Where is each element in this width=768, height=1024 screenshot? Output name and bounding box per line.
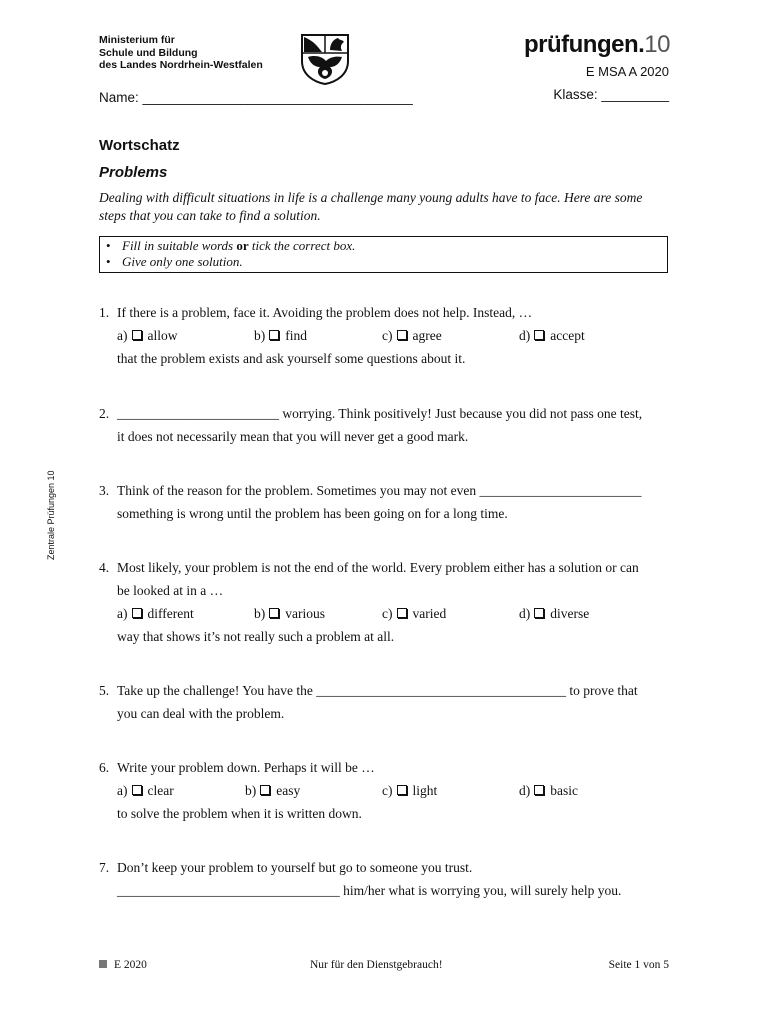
checkbox-icon[interactable] (132, 330, 142, 340)
option-letter: a) (117, 606, 128, 621)
question-5 (99, 679, 674, 725)
instruction-text: tick the correct box. (248, 238, 356, 253)
option-text: light (412, 783, 438, 798)
instruction-item (106, 254, 661, 270)
option-c[interactable] (382, 602, 446, 625)
ministry-name (99, 34, 263, 72)
section-subtitle: Problems (99, 164, 168, 181)
option-text: basic (550, 783, 578, 798)
footer-center: Nur für den Dienstgebrauch! (310, 959, 443, 971)
option-letter: a) (117, 783, 128, 798)
question-text: If there is a problem, face it. Avoiding the problem does not help. Instead, … (117, 305, 533, 320)
instruction-item (106, 238, 661, 254)
checkbox-icon[interactable] (534, 608, 544, 618)
question-text[interactable]: Think of the reason for the problem. Sometimes you may not even ________________________ (117, 483, 642, 498)
checkbox-icon[interactable] (397, 330, 407, 340)
question-4 (99, 556, 674, 648)
question-number: 2. (99, 406, 110, 421)
question-text: be looked at in a … (117, 583, 224, 598)
option-letter: d) (519, 606, 531, 621)
option-b[interactable] (254, 324, 307, 347)
question-text[interactable]: Take up the challenge! You have the _____________________________________ to prove that (117, 683, 638, 698)
square-icon (99, 960, 107, 968)
nrw-coat-of-arms-icon (300, 33, 350, 85)
option-d[interactable] (519, 779, 578, 802)
klasse-field[interactable]: Klasse: _________ (553, 87, 669, 102)
section-title: Wortschatz (99, 137, 180, 154)
question-6 (99, 756, 674, 825)
option-letter: d) (519, 328, 531, 343)
question-7 (99, 856, 674, 902)
checkbox-icon[interactable] (397, 608, 407, 618)
question-3 (99, 479, 674, 525)
checkbox-icon[interactable] (132, 785, 142, 795)
checkbox-icon[interactable] (260, 785, 270, 795)
instruction-emphasis: or (236, 238, 249, 253)
question-1 (99, 301, 674, 370)
checkbox-icon[interactable] (132, 608, 142, 618)
options-row (117, 324, 674, 347)
option-text: diverse (550, 606, 590, 621)
option-text: find (285, 328, 307, 343)
side-label: Zentrale Prüfungen 10 (46, 470, 56, 560)
bullet-icon: • (106, 254, 111, 269)
question-text: way that shows it’s not really such a problem at all. (117, 629, 395, 644)
question-number: 3. (99, 483, 110, 498)
question-number: 6. (99, 760, 110, 775)
option-letter: b) (254, 606, 266, 621)
exam-code: E MSA A 2020 (585, 64, 669, 79)
question-number: 5. (99, 683, 110, 698)
ministry-line: Ministerium für (99, 34, 175, 46)
option-c[interactable] (382, 779, 437, 802)
option-text: agree (412, 328, 442, 343)
name-field[interactable]: Name: ____________________________________ (99, 90, 413, 105)
question-text: you can deal with the problem. (117, 706, 285, 721)
checkbox-icon[interactable] (534, 785, 544, 795)
instructions-box (99, 236, 668, 273)
option-text: easy (276, 783, 301, 798)
option-text: various (285, 606, 325, 621)
option-letter: b) (245, 783, 257, 798)
option-b[interactable] (245, 779, 300, 802)
question-number: 1. (99, 305, 110, 320)
option-d[interactable] (519, 324, 585, 347)
question-text[interactable]: _________________________________ him/her what is worrying you, will surely help you. (117, 883, 622, 898)
footer-code: E 2020 (114, 959, 147, 971)
question-text[interactable]: ________________________ worrying. Think positively! Just because you did not pass one test, (117, 406, 643, 421)
option-letter: d) (519, 783, 531, 798)
checkbox-icon[interactable] (397, 785, 407, 795)
option-a[interactable] (117, 779, 174, 802)
brand-number: 10 (644, 31, 670, 58)
question-text: something is wrong until the problem has been going on for a long time. (117, 506, 508, 521)
ministry-line: Schule und Bildung (99, 46, 198, 59)
question-text: to solve the problem when it is written down. (117, 806, 362, 821)
question-text: Don’t keep your problem to yourself but go to someone you trust. (117, 860, 473, 875)
option-letter: c) (382, 328, 393, 343)
option-c[interactable] (382, 324, 442, 347)
option-letter: c) (382, 783, 393, 798)
question-text: that the problem exists and ask yourself some questions about it. (117, 351, 466, 366)
option-b[interactable] (254, 602, 325, 625)
brand-logo (524, 31, 670, 59)
question-text: Most likely, your problem is not the end of the world. Every problem either has a solution or can (117, 560, 639, 575)
option-a[interactable] (117, 602, 194, 625)
ministry-line: des Landes Nordrhein-Westfalen (99, 59, 263, 71)
page-number: Seite 1 von 5 (608, 959, 669, 971)
question-2 (99, 402, 674, 448)
option-letter: a) (117, 328, 128, 343)
question-text: Write your problem down. Perhaps it will be … (117, 760, 375, 775)
question-number: 7. (99, 860, 110, 875)
footer-left (99, 959, 147, 971)
brand-word: prüfungen. (523, 31, 645, 58)
checkbox-icon[interactable] (269, 608, 279, 618)
intro-text: Dealing with difficult situations in life is a challenge many young adults have to face. Here are some steps that you can take to find a solution. (99, 190, 643, 223)
option-a[interactable] (117, 324, 178, 347)
option-text: different (147, 606, 194, 621)
option-letter: b) (254, 328, 266, 343)
question-text: it does not necessarily mean that you will never get a good mark. (117, 429, 469, 444)
instruction-text: Give only one solution. (122, 254, 243, 269)
option-text: accept (550, 328, 585, 343)
checkbox-icon[interactable] (534, 330, 544, 340)
option-text: clear (147, 783, 174, 798)
option-d[interactable] (519, 602, 589, 625)
checkbox-icon[interactable] (269, 330, 279, 340)
option-letter: c) (382, 606, 393, 621)
options-row (117, 602, 674, 625)
bullet-icon: • (106, 238, 111, 253)
question-number: 4. (99, 560, 110, 575)
options-row (117, 779, 674, 802)
option-text: allow (147, 328, 178, 343)
option-text: varied (412, 606, 447, 621)
instruction-text: Fill in suitable words (122, 238, 237, 253)
